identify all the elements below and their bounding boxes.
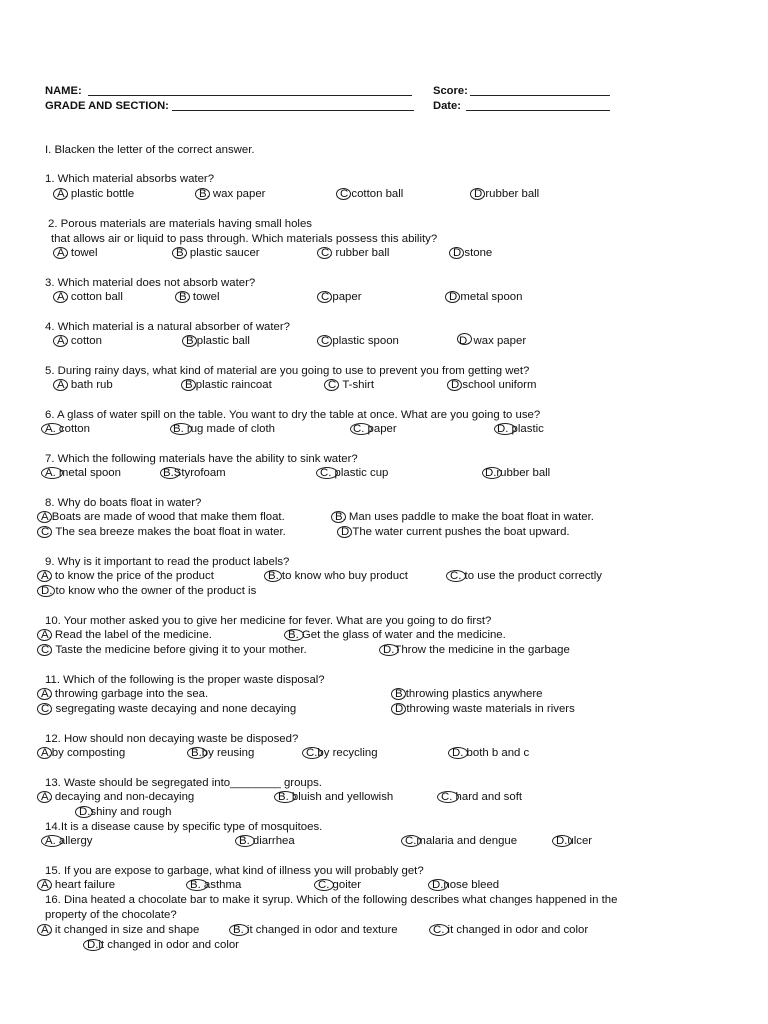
question-16: 16. Dina heated a chocolate bar to make it syrup. Which of the following describes what changes happened in the — [45, 894, 618, 906]
q2-option-a[interactable]: A. towel — [57, 247, 98, 259]
question-13: 13. Waste should be segregated into________ groups. — [45, 777, 322, 789]
question-4: 4. Which material is a natural absorber of water? — [45, 321, 291, 333]
q1-option-c[interactable]: C.cotton ball — [340, 188, 404, 200]
q13-option-b[interactable]: B. bluish and yellowish — [278, 791, 394, 803]
q11-option-b[interactable]: B.throwing plastics anywhere — [395, 688, 543, 700]
q13-option-d[interactable]: D.shiny and rough — [79, 806, 172, 818]
q9-option-d[interactable]: D. to know who the owner of the product is — [41, 585, 257, 597]
question-14: 14.It is a disease cause by specific type of mosquitoes. — [45, 821, 323, 833]
q14-option-d[interactable]: D.ulcer — [556, 835, 593, 847]
q11-option-c[interactable]: C. segregating waste decaying and none decaying — [41, 703, 297, 715]
question-10: 10. Your mother asked you to give her medicine for fever. What are you going to do first? — [45, 615, 492, 627]
question-16-cont: property of the chocolate? — [45, 909, 177, 921]
q5-option-c[interactable]: C. T-shirt — [328, 379, 374, 391]
date-blank[interactable] — [466, 110, 610, 111]
question-15: 15. If you are expose to garbage, what kind of illness you will probably get? — [45, 865, 424, 877]
q9-option-b[interactable]: B. to know who buy product — [268, 570, 408, 582]
q5-option-d[interactable]: D.school uniform — [451, 379, 537, 391]
grade-section-label: GRADE AND SECTION: — [45, 100, 169, 112]
q4-option-d[interactable]: D. wax paper — [459, 335, 527, 347]
q11-option-a[interactable]: A. throwing garbage into the sea. — [41, 688, 209, 700]
q2-option-d[interactable]: D.stone — [453, 247, 493, 259]
question-5: 5. During rainy days, what kind of material are you going to use to prevent you from getting wet? — [45, 365, 530, 377]
q4-option-a[interactable]: A. cotton — [57, 335, 102, 347]
q1-option-b[interactable]: B. wax paper — [199, 188, 266, 200]
question-11: 11. Which of the following is the proper waste disposal? — [45, 674, 325, 686]
question-2: 2. Porous materials are materials having small holes — [48, 218, 312, 230]
q6-option-a[interactable]: A. cotton — [45, 423, 90, 435]
q8-option-a[interactable]: A.Boats are made of wood that make them float. — [41, 511, 285, 523]
q8-option-b[interactable]: B. Man uses paddle to make the boat float in water. — [335, 511, 594, 523]
q16-option-a[interactable]: A. it changed in size and shape — [41, 924, 200, 936]
q2-option-b[interactable]: B. plastic saucer — [176, 247, 260, 259]
q9-option-c[interactable]: C. to use the product correctly — [450, 570, 602, 582]
question-12: 12. How should non decaying waste be disposed? — [45, 733, 299, 745]
q12-option-c[interactable]: C.by recycling — [306, 747, 378, 759]
name-label: NAME: — [45, 85, 82, 97]
q3-option-c[interactable]: C.paper — [321, 291, 362, 303]
q2-option-c[interactable]: C. rubber ball — [321, 247, 390, 259]
q12-option-d[interactable]: D. both b and c — [452, 747, 530, 759]
q4-option-b[interactable]: B.plastic ball — [186, 335, 250, 347]
q15-option-d[interactable]: D.nose bleed — [432, 879, 500, 891]
q15-option-a[interactable]: A. heart failure — [41, 879, 116, 891]
q15-option-c[interactable]: C. goiter — [318, 879, 362, 891]
q3-option-d[interactable]: D.metal spoon — [449, 291, 523, 303]
question-1: 1. Which material absorbs water? — [45, 173, 215, 185]
q14-option-a[interactable]: A. allergy — [45, 835, 93, 847]
q16-option-c[interactable]: C. it changed in odor and color — [433, 924, 589, 936]
q7-option-a[interactable]: A. metal spoon — [45, 467, 121, 479]
grade-section-blank[interactable] — [172, 110, 414, 111]
date-label: Date: — [433, 100, 461, 112]
q16-option-b[interactable]: B. it changed in odor and texture — [233, 924, 398, 936]
q4-option-c[interactable]: C.plastic spoon — [321, 335, 399, 347]
q5-option-b[interactable]: B.plastic raincoat — [185, 379, 272, 391]
name-blank[interactable] — [88, 95, 412, 96]
q12-option-b[interactable]: B.by reusing — [191, 747, 255, 759]
q5-option-a[interactable]: A. bath rub — [57, 379, 113, 391]
q13-option-a[interactable]: A. decaying and non-decaying — [41, 791, 195, 803]
question-3: 3. Which material does not absorb water? — [45, 277, 256, 289]
q7-option-d[interactable]: D.rubber ball — [485, 467, 551, 479]
q3-option-b[interactable]: B. towel — [179, 291, 220, 303]
q10-option-b[interactable]: B. Get the glass of water and the medicine. — [288, 629, 506, 641]
q15-option-b[interactable]: B. asthma — [190, 879, 242, 891]
q1-option-a[interactable]: A. plastic bottle — [57, 188, 135, 200]
q10-option-a[interactable]: A. Read the label of the medicine. — [41, 629, 212, 641]
q7-option-b[interactable]: B.Styrofoam — [163, 467, 226, 479]
q10-option-c[interactable]: C. Taste the medicine before giving it to your mother. — [41, 644, 307, 656]
question-8: 8. Why do boats float in water? — [45, 497, 202, 509]
q8-option-c[interactable]: C. The sea breeze makes the boat float in water. — [41, 526, 286, 538]
q12-option-a[interactable]: A.by composting — [41, 747, 126, 759]
q3-option-a[interactable]: A. cotton ball — [57, 291, 123, 303]
q13-option-c[interactable]: C. hard and soft — [441, 791, 523, 803]
q1-option-d[interactable]: D.rubber ball — [474, 188, 540, 200]
q14-option-b[interactable]: B. diarrhea — [239, 835, 295, 847]
q16-option-d[interactable]: D.it changed in odor and color — [87, 939, 239, 951]
q6-option-c[interactable]: C. paper — [353, 423, 397, 435]
q9-option-a[interactable]: A. to know the price of the product — [41, 570, 214, 582]
score-label: Score: — [433, 85, 468, 97]
score-blank[interactable] — [470, 95, 610, 96]
q6-option-d[interactable]: D. plastic — [497, 423, 544, 435]
q14-option-c[interactable]: C.malaria and dengue — [405, 835, 518, 847]
question-9: 9. Why is it important to read the product labels? — [45, 556, 290, 568]
question-2-cont: that allows air or liquid to pass through. Which materials possess this ability? — [51, 233, 438, 245]
q10-option-d[interactable]: D.Throw the medicine in the garbage — [383, 644, 570, 656]
q7-option-c[interactable]: C. plastic cup — [320, 467, 389, 479]
q8-option-d[interactable]: D.The water current pushes the boat upward. — [341, 526, 570, 538]
q11-option-d[interactable]: D.throwing waste materials in rivers — [395, 703, 575, 715]
question-6: 6. A glass of water spill on the table. You want to dry the table at once. What are you going to use? — [45, 409, 541, 421]
question-7: 7. Which the following materials have the ability to sink water? — [45, 453, 358, 465]
instruction: I. Blacken the letter of the correct answer. — [45, 144, 255, 156]
q6-option-b[interactable]: B. rug made of cloth — [173, 423, 275, 435]
